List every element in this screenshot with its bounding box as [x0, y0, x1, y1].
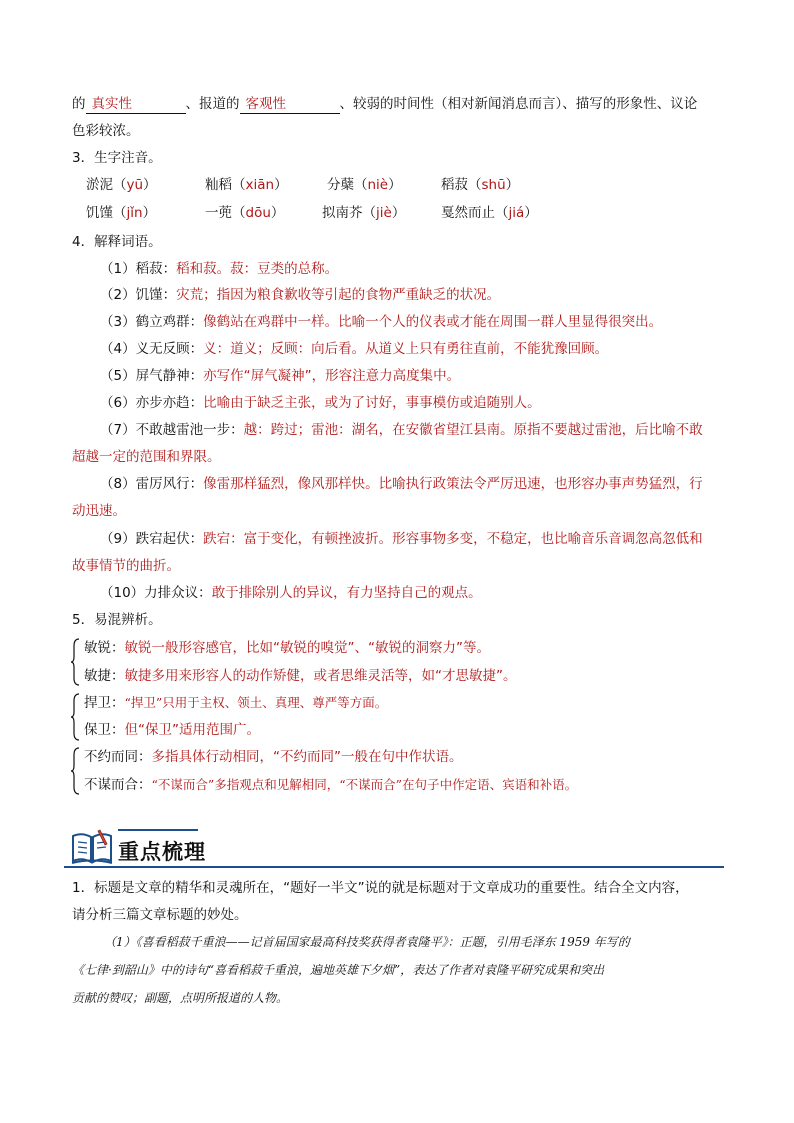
section4-heading: 4．解释词语。	[72, 234, 162, 250]
definition-item: （5）屏气静神：亦写作“屏气凝神”，形容注意力高度集中。	[100, 368, 461, 384]
answer-1-line-2: 《七律·到韶山》中的诗句“喜看稻菽千重浪，遍地英雄下夕烟”，表达了作者对袁隆平研究成果和突出	[72, 963, 605, 977]
question-1-line-2: 请分析三篇文章标题的妙处。	[72, 907, 248, 923]
pinyin-item: 分蘖（niè）	[327, 177, 402, 193]
brace-icon	[70, 747, 78, 795]
definition-item: （7）不敢越雷池一步：越：跨过；雷池：湖名，在安徽省望江县南。原指不要越过雷池，后比喻不敢	[100, 422, 703, 438]
question-1-line-1: 1．标题是文章的精华和灵魂所在，“题好一半文”说的就是标题对于文章成功的重要性。结合全文内容，	[72, 880, 689, 896]
header-rule	[64, 866, 724, 868]
open-book-icon	[70, 828, 114, 870]
section-title: 重点梳理	[118, 840, 206, 864]
definition-item: （6）亦步亦趋：比喻由于缺乏主张，或为了讨好，事事模仿或追随别人。	[100, 395, 541, 411]
definition-continuation: 故事情节的曲折。	[72, 558, 180, 574]
confusable-item: 敏锐：敏锐一般形容感官，比如“敏锐的嗅觉”、“敏锐的洞察力”等。	[84, 640, 490, 656]
definition-item: （2）饥馑：灾荒；指因为粮食歉收等引起的食物严重缺乏的状况。	[100, 287, 501, 303]
definition-item: （1）稻菽：稻和菽。菽：豆类的总称。	[100, 261, 339, 277]
definition-item: （9）跌宕起伏：跌宕：富于变化，有顿挫波折。形容事物多变，不稳定，也比喻音乐音调忽高忽低和	[100, 531, 703, 547]
confusable-item: 不谋而合：“不谋而合”多指观点和见解相同，“不谋而合”在句子中作定语、宾语和补语。	[84, 777, 578, 793]
confusable-item: 敏捷：敏捷多用来形容人的动作矫健，或者思维灵活等，如“才思敏捷”。	[84, 668, 517, 684]
answer-1-line-1: （1）《喜看稻菽千重浪——记首届国家最高科技奖获得者袁隆平》：正题，引用毛泽东 1959 年写的	[104, 935, 630, 949]
brace-icon	[70, 693, 78, 741]
pinyin-item: 戛然而止（jiá）	[441, 205, 538, 221]
blank-authenticity: 真实性	[86, 96, 186, 114]
intro-lead: 的	[72, 96, 86, 112]
section5-heading: 5．易混辨析。	[72, 612, 162, 628]
pinyin-item: 籼稻（xiān）	[205, 177, 288, 193]
definition-item: （10）力排众议：敢于排除别人的异议，有力坚持自己的观点。	[100, 585, 482, 601]
confusable-item: 保卫：但“保卫”适用范围广。	[84, 722, 260, 738]
intro-line-2: 色彩较浓。	[72, 123, 140, 139]
pinyin-item: 拟南芥（jiè）	[322, 205, 406, 221]
pinyin-item: 一蔸（dōu）	[205, 205, 285, 221]
confusable-item: 不约而同：多指具体行动相同，“不约而同”一般在句中作状语。	[84, 749, 463, 765]
section3-heading: 3．生字注音。	[72, 150, 162, 166]
pinyin-item: 饥馑（jǐn）	[86, 205, 157, 221]
confusable-item: 捍卫：“捍卫”只用于主权、领土、真理、尊严等方面。	[84, 695, 388, 711]
pinyin-item: 淤泥（yū）	[86, 177, 157, 193]
definition-continuation: 动迅速。	[72, 503, 126, 519]
answer-1-line-3: 贡献的赞叹；副题，点明所报道的人物。	[72, 991, 289, 1005]
brace-icon	[70, 638, 78, 686]
pinyin-item: 稻菽（shū）	[441, 177, 520, 193]
definition-item: （4）义无反顾：义：道义；反顾：向后看。从道义上只有勇往直前，不能犹豫回顾。	[100, 341, 609, 357]
blank-objectivity: 客观性	[240, 96, 340, 114]
header-rule-top	[118, 829, 198, 831]
definition-continuation: 超越一定的范围和界限。	[72, 449, 221, 465]
definition-item: （3）鹤立鸡群：像鹤站在鸡群中一样。比喻一个人的仪表或才能在周围一群人里显得很突出。	[100, 314, 663, 330]
intro-line-1	[72, 94, 697, 114]
intro-tail: 、较弱的时间性（相对新闻消息而言）、描写的形象性、议论	[339, 96, 698, 112]
definition-item: （8）雷厉风行：像雷那样猛烈，像风那样快。比喻执行政策法令严厉迅速，也形容办事声势猛烈，行	[100, 476, 703, 492]
intro-mid: 、报道的	[185, 96, 240, 112]
